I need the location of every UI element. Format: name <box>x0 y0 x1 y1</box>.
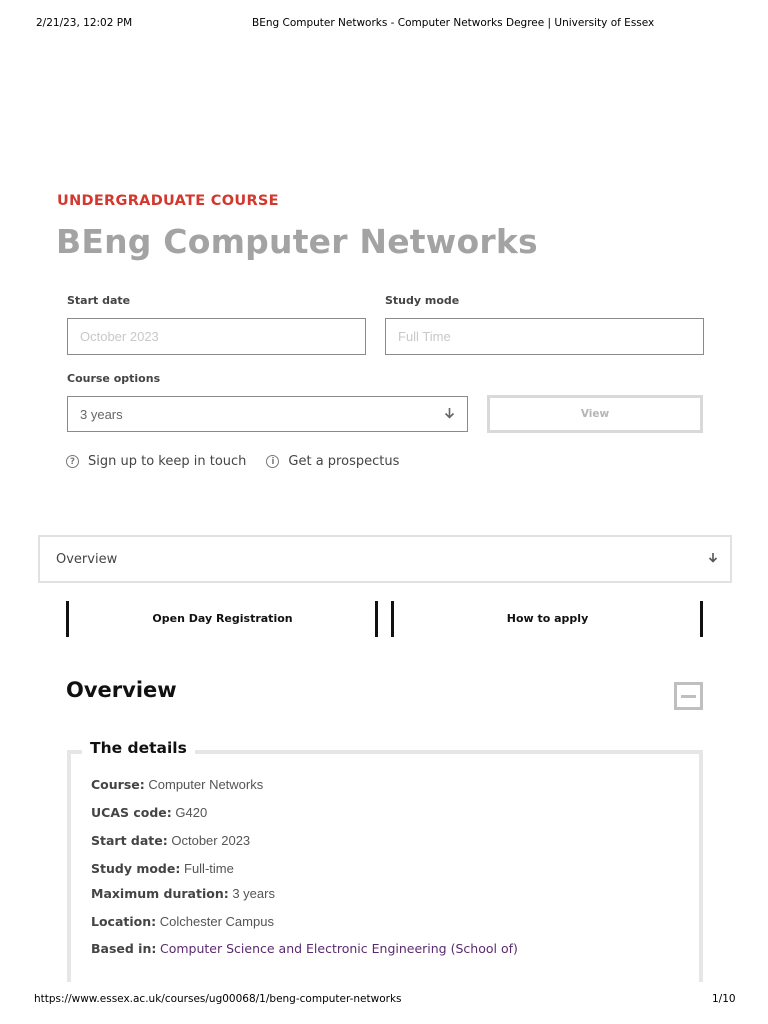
info-circle-icon: i <box>266 455 279 468</box>
detail-start-date <box>91 833 250 848</box>
details-title: The details <box>82 739 195 757</box>
overview-accordion[interactable] <box>38 535 732 583</box>
divider <box>391 601 394 637</box>
detail-label: Based in: <box>91 941 157 956</box>
minus-square-icon <box>681 695 696 698</box>
start-date-label: Start date <box>67 294 131 307</box>
question-circle-icon: ? <box>66 455 79 468</box>
detail-value: G420 <box>175 805 208 820</box>
print-url: https://www.essex.ac.uk/courses/ug00068/1/beng-computer-networks <box>34 993 402 1005</box>
divider <box>375 601 378 637</box>
detail-label: Study mode: <box>91 861 181 876</box>
arrow-down-icon <box>708 552 718 567</box>
study-mode-value: Full Time <box>398 329 451 344</box>
prospectus-label: Get a prospectus <box>288 454 400 469</box>
view-button[interactable]: View <box>487 395 703 433</box>
divider <box>66 601 69 637</box>
study-mode-field[interactable] <box>385 318 704 355</box>
detail-value: October 2023 <box>171 833 251 848</box>
course-options-label: Course options <box>67 372 161 385</box>
detail-value: 3 years <box>232 886 275 901</box>
accordion-label: Overview <box>56 551 118 567</box>
detail-value: Colchester Campus <box>159 914 274 929</box>
collapse-button[interactable] <box>674 682 703 710</box>
study-mode-label: Study mode <box>385 294 460 307</box>
detail-based-in <box>91 941 518 956</box>
how-to-apply-button[interactable]: How to apply <box>506 612 589 625</box>
arrow-down-icon <box>444 407 455 422</box>
open-day-registration-button[interactable]: Open Day Registration <box>152 612 293 625</box>
detail-label: UCAS code: <box>91 805 172 820</box>
helper-links <box>66 454 419 469</box>
print-datetime: 2/21/23, 12:02 PM <box>36 17 133 29</box>
detail-value: Computer Networks <box>148 777 264 792</box>
course-type-label: UNDERGRADUATE COURSE <box>57 193 279 209</box>
course-options-select[interactable] <box>67 396 468 432</box>
detail-study-mode <box>91 861 234 876</box>
start-date-value: October 2023 <box>80 329 159 344</box>
divider <box>700 601 703 637</box>
detail-label: Course: <box>91 777 145 792</box>
signup-label: Sign up to keep in touch <box>88 454 247 469</box>
print-page-number: 1/10 <box>712 993 736 1005</box>
detail-label: Start date: <box>91 833 168 848</box>
start-date-field[interactable] <box>67 318 366 355</box>
signup-link[interactable] <box>66 454 246 469</box>
detail-label: Location: <box>91 914 157 929</box>
detail-ucas-code <box>91 805 207 820</box>
page-title: BEng Computer Networks <box>56 222 538 261</box>
detail-value: Full-time <box>184 861 234 876</box>
print-page-title: BEng Computer Networks - Computer Networks Degree | University of Essex <box>252 17 655 29</box>
course-options-value: 3 years <box>80 406 123 422</box>
detail-course <box>91 777 263 792</box>
school-link[interactable]: Computer Science and Electronic Engineering (School of) <box>160 941 518 956</box>
detail-label: Maximum duration: <box>91 886 229 901</box>
detail-location <box>91 914 274 929</box>
detail-maximum-duration <box>91 886 275 901</box>
prospectus-link[interactable] <box>266 454 399 469</box>
overview-heading: Overview <box>66 678 177 702</box>
